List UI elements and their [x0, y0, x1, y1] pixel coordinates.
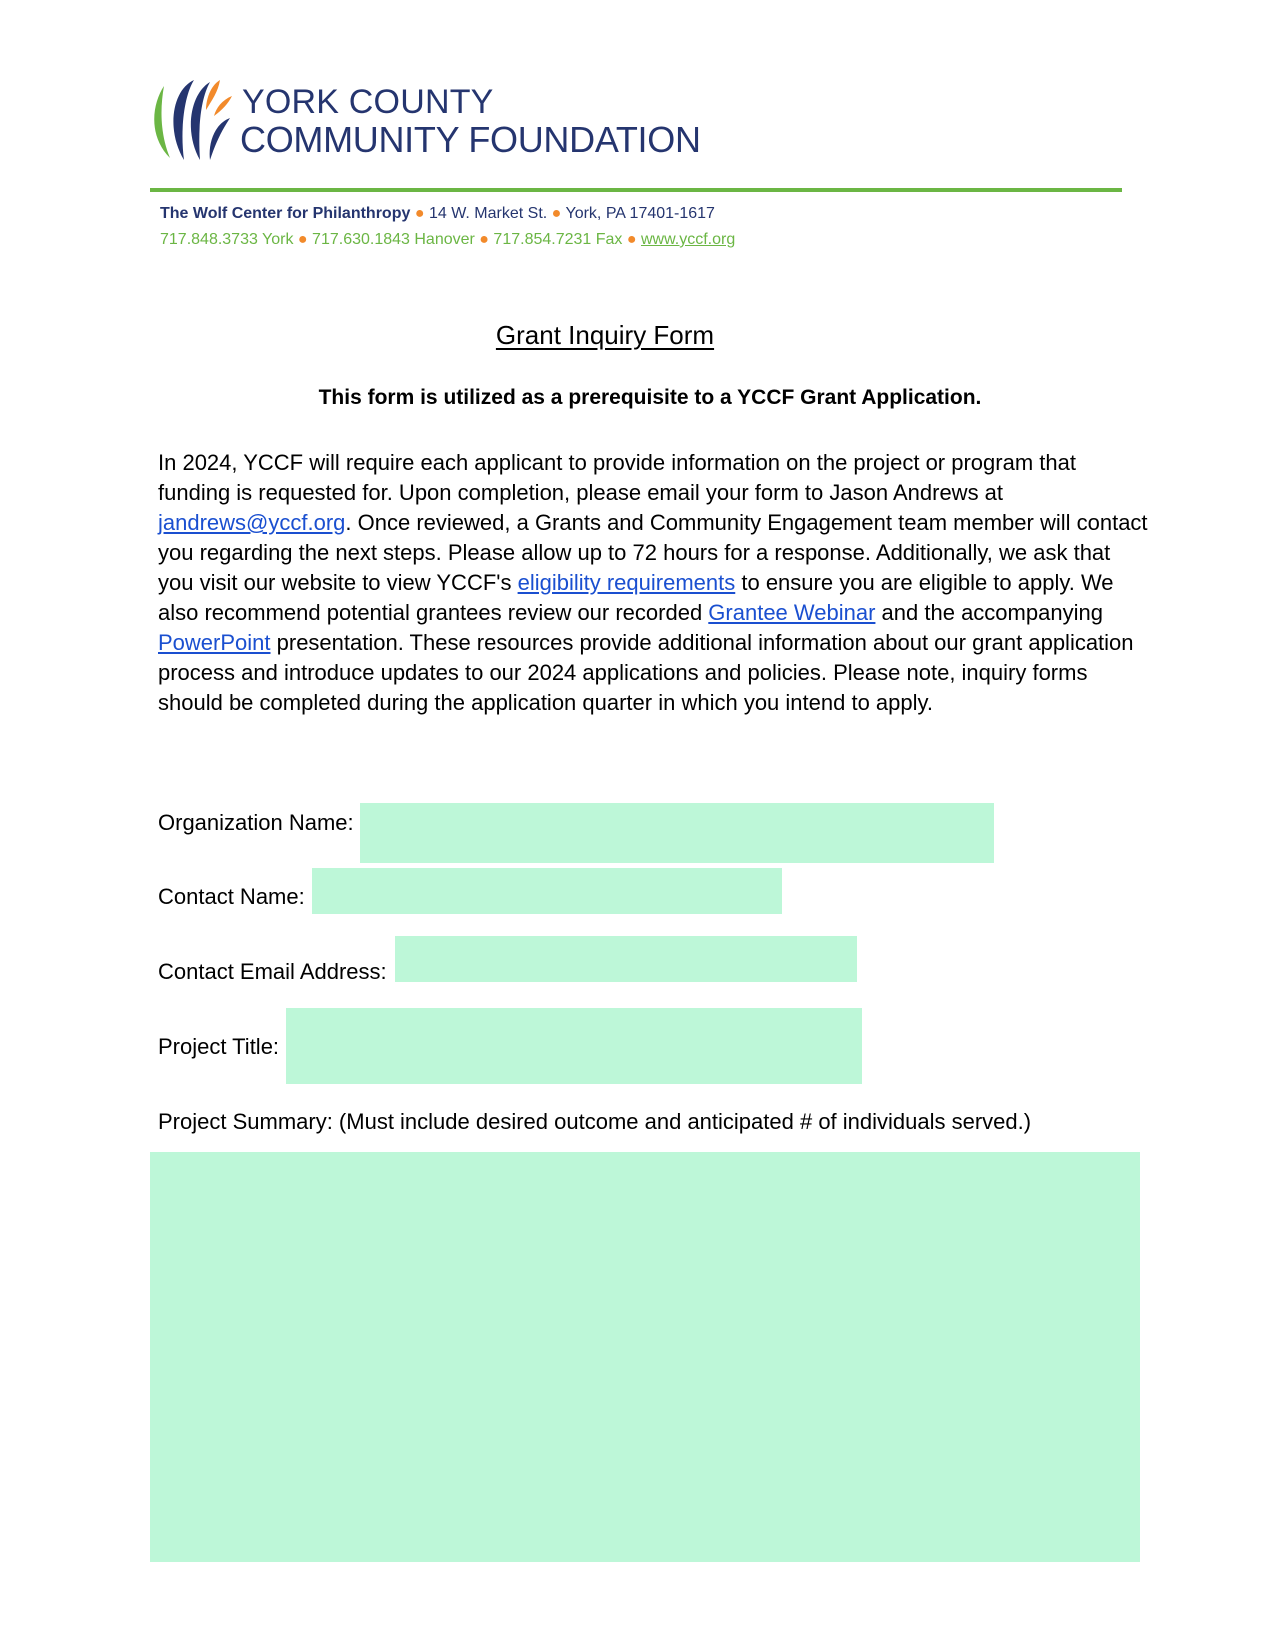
bullet-separator: ● [626, 231, 637, 248]
website-link[interactable]: www.yccf.org [641, 231, 736, 248]
intro-text-3: to ensure you are eligible to apply. We also recommend potential grantees review our recorded [158, 570, 1114, 625]
project-summary-label: Project Summary: (Must include desired outcome and anticipated # of individuals served.) [158, 1109, 1032, 1134]
city-state-zip: York, PA 17401-1617 [565, 205, 715, 222]
contact-name-label: Contact Name: [158, 884, 305, 909]
intro-text-4: and the accompanying [875, 600, 1103, 625]
foundation-logo-icon [150, 74, 234, 164]
eligibility-requirements-link[interactable]: eligibility requirements [517, 570, 736, 595]
organization-name-field[interactable] [360, 803, 994, 863]
page-title [0, 320, 1210, 350]
contact-email-field[interactable] [395, 936, 857, 982]
bullet-separator: ● [414, 205, 425, 222]
address-line [160, 204, 715, 224]
contact-line [160, 230, 735, 250]
grantee-webinar-link[interactable]: Grantee Webinar [708, 600, 876, 625]
powerpoint-link[interactable]: PowerPoint [158, 630, 271, 655]
contact-email-label: Contact Email Address: [158, 959, 387, 984]
bullet-separator: ● [479, 231, 489, 248]
bullet-separator: ● [297, 231, 308, 248]
fax-number: 717.854.7231 Fax [493, 231, 623, 248]
street-address: 14 W. Market St. [428, 205, 548, 222]
project-title-field[interactable] [286, 1008, 862, 1084]
page-subtitle: This form is utilized as a prerequisite to a YCCF Grant Application. [318, 386, 982, 409]
intro-text-5: presentation. These resources provide additional information about our grant application process and introduce updates to our 2024 applications and policies. Please note, inquiry forms should be completed during the application quarter in which you intend to apply. [158, 630, 1134, 715]
phone-hanover: 717.630.1843 Hanover [312, 231, 475, 248]
project-title-label: Project Title: [158, 1034, 280, 1059]
intro-paragraph [158, 448, 1148, 718]
center-name: The Wolf Center for Philanthropy [160, 205, 411, 222]
intro-text-1: In 2024, YCCF will require each applicant to provide information on the project or program that funding is requested for. Upon completion, please email your form to Jason Andrews at [158, 450, 1076, 505]
email-link[interactable]: jandrews@yccf.org [158, 510, 346, 535]
contact-name-field[interactable] [312, 868, 782, 914]
org-name-line1: YORK COUNTY [242, 83, 494, 121]
intro-text-2: . Once reviewed, a Grants and Community Engagement team member will contact you regarding the next steps. Please allow up to 72 hours for a response. Additionally, we ask that you visit our website to view YCCF's [158, 510, 1148, 595]
project-summary-field[interactable] [150, 1152, 1140, 1562]
org-name-line2: COMMUNITY FOUNDATION [240, 119, 701, 160]
organization-name-label: Organization Name: [158, 810, 354, 835]
phone-york: 717.848.3733 York [160, 231, 294, 248]
header-divider [150, 188, 1122, 192]
page-title-text: Grant Inquiry Form [495, 320, 715, 350]
bullet-separator: ● [551, 205, 562, 222]
